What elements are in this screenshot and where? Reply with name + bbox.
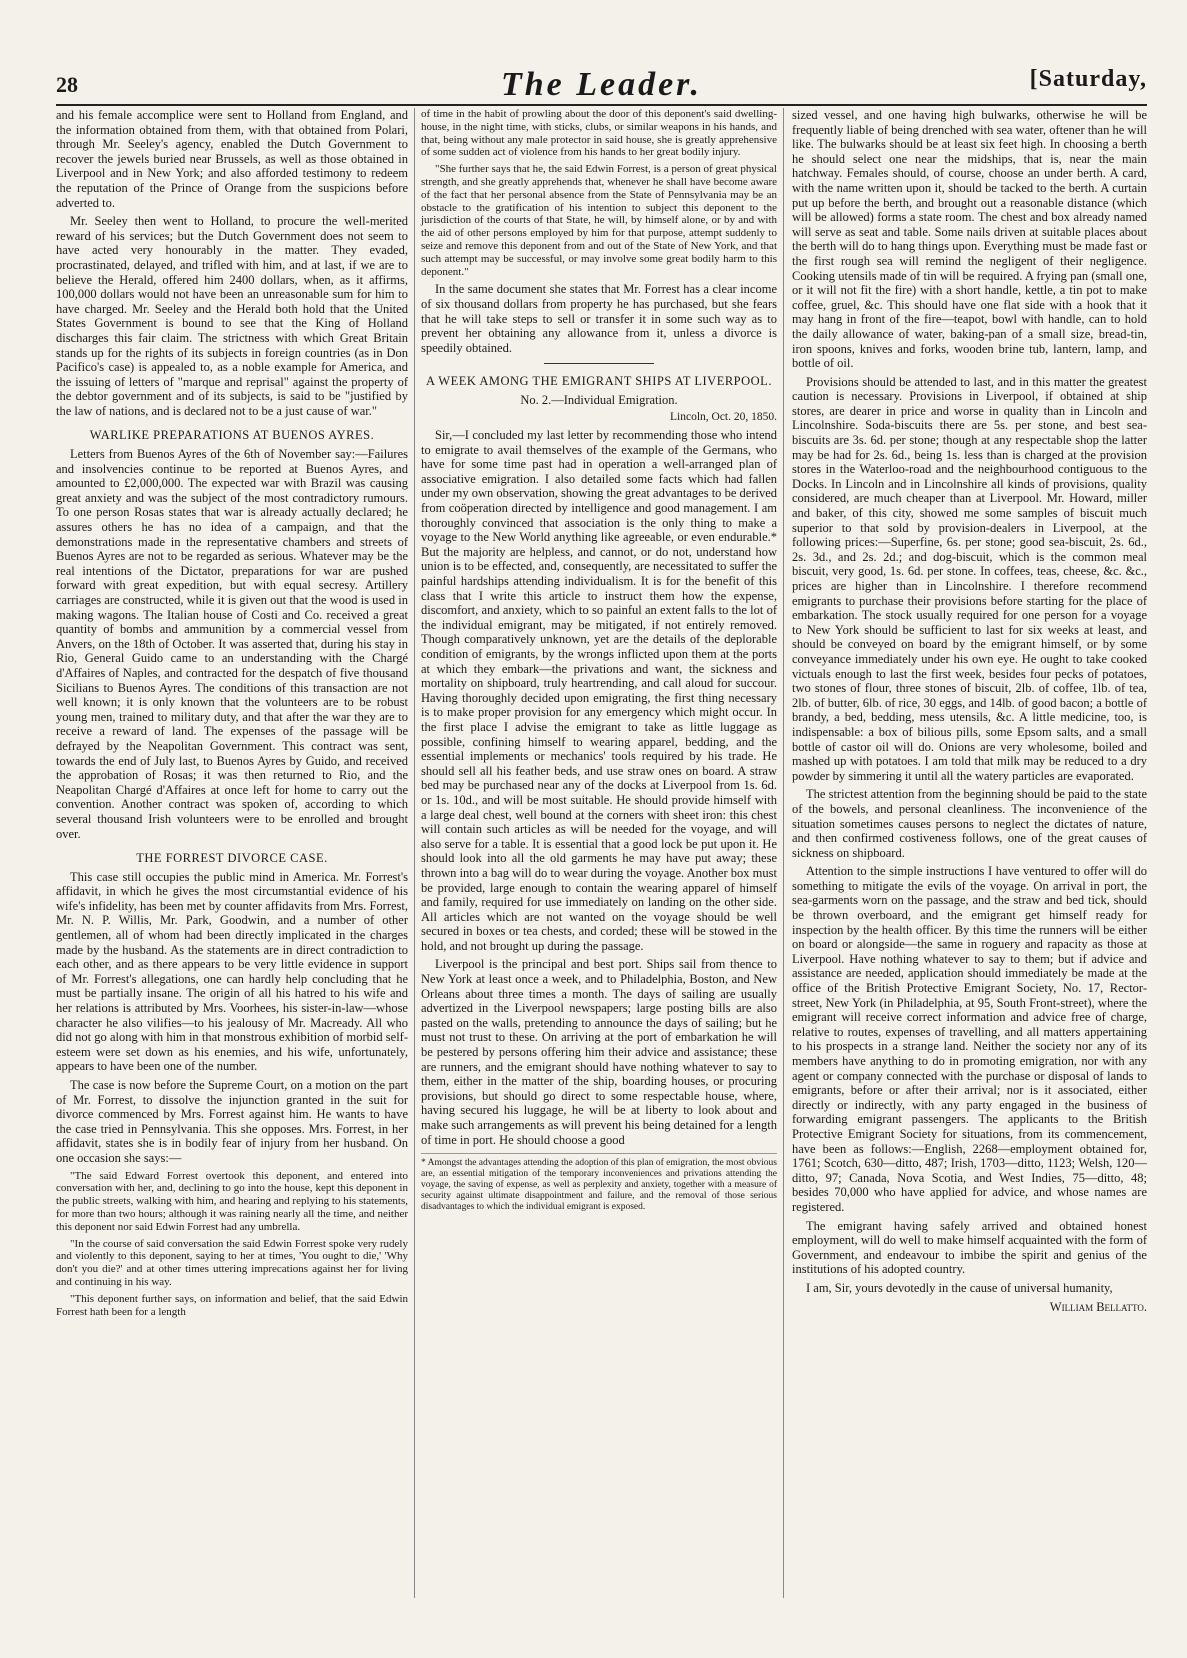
letter-signature: William Bellatto. [1049, 1299, 1147, 1314]
newspaper-title: The Leader. [500, 66, 703, 103]
page-number: 28 [56, 72, 78, 97]
quoted-affidavit: "She further says that he, the said Edwin Forrest, is a person of great physical strength, and she greatly apprehends that, whenever he shall have become aware of the fact that her personal absence from the State of Pennsylvania may be an obstacle to the gratification of his intention to subject this deponent to the jurisdiction of the courts of that State, he will, by himself alone, or by and with the aid of other persons employed by him for that purpose, attempt suddenly to seize and remove this deponent from and out of the State of New York, and that such attempt may be successful, or may involve some great bodily harm to this deponent." [421, 163, 777, 278]
quoted-affidavit: "This deponent further says, on information and belief, that the said Edwin Forrest hath been for a length [56, 1292, 408, 1318]
column-3 [792, 108, 1147, 1598]
article-paragraph: Mr. Seeley then went to Holland, to procure the well-merited reward of his services; but the Dutch Government does not seem to have acted very honourably in the matter. They evaded, procrastinated, delayed, and trifled with him, and at last, if we are to believe the Herald, offered him 2400 dollars, when, as it affirms, 100,000 dollars would not have been an unreasonable sum for him to have charged. Mr. Seeley and the Herald both hold that the United States Government is bound to see that the King of Holland discharges this fair claim. The strictness with which Great Britain stands up for the rights of its subjects in foreign countries (as in Don Pacifico's case) is appealed to, as a noble example for America, and the issuing of letters of "marque and reprisal" against the property of the debtor government and of its subjects, is said to be "justified by the law of nations, and is declared not to be a just cause of war." [56, 214, 408, 418]
column-2 [414, 108, 784, 1598]
article-heading-emigrant: A WEEK AMONG THE EMIGRANT SHIPS AT LIVERPOOL. [426, 374, 772, 389]
quoted-affidavit: "In the course of said conversation the said Edwin Forrest spoke very rudely and violently to this deponent, saying to her at times, 'You ought to die,' 'Why don't you die?' and at other times uttering imprecations against her for living and continuing in his way. [56, 1237, 408, 1288]
section-divider [544, 363, 654, 364]
article-paragraph: Attention to the simple instructions I have ventured to offer will do something to mitigate the evils of the voyage. On arrival in port, the sea-garments worn on the passage, and the straw and bed tick, should be thrown overboard, and the emigrant get himself ready for inspection by the health officer. By this time the runners will be either on board or alongside—the same in roguery and rapacity as those at Liverpool. Have nothing whatever to say to them; but if advice and assistance are needed, application should immediately be made at the office of the British Protective Emigrant Society, No. 17, Rector-street, New York (in Philadelphia, at 95, South Front-street), where the emigrant will receive correct information and advice free of charge, relative to routes, expenses of travelling, and all matters appertaining to his prospects in a strange land. Neither the society nor any of its members have anything to do in promoting emigration, nor with any agent or company connected with the purchase or disposal of lands to emigrants, before or after their arrival; nor is it associated, either directly or indirectly, with any party engaged in the business of forwarding emigrant passengers. The applicants to the British Protective Emigrant Society for situations, from its commencement, have been as follows:—English, 2268—employment obtained for, 1761; Scotch, 630—ditto, 487; Irish, 1703—ditto, 1123; Welsh, 120—ditto, 97; Canada, Nova Scotia, and West Indies, 75—ditto, 48; besides 70,000 who have applied for advice, and whose names are registered. [792, 864, 1147, 1214]
quoted-affidavit: "The said Edward Forrest overtook this deponent, and entered into conversation with her, and, declining to go into the house, kept this deponent in the public streets, walking with him, and hearing and replying to his statements, for more than two hours; although it was raining nearly all the time, and neither this deponent nor said Edwin Forrest had any umbrella. [56, 1169, 408, 1233]
article-paragraph: The case is now before the Supreme Court, on a motion on the part of Mr. Forrest, to dissolve the injunction granted in the suit for divorce commenced by Mrs. Forrest against him. He wants to have the case tried in Pennsylvania. This she opposes. Mrs. Forrest, in her affidavit, states she is in bodily fear of injury from her husband. On one occasion she says:— [56, 1078, 408, 1165]
article-paragraph: Liverpool is the principal and best port. Ships sail from thence to New York at least once a week, and to Philadelphia, Boston, and New Orleans about three times a month. The days of sailing are usually advertized in the Liverpool newspapers; large posting bills are also pasted on the walls, pretending to announce the days of sailing; but he must not trust to these. On arriving at the port of embarkation he will be pestered by persons offering him their advice and assistance; these are runners, and the emigrant should have nothing whatever to say to them, either in the matter of the ship, boarding houses, or procuring provisions, but should go direct to some respectable house, where, having secured his luggage, he will be at liberty to look about and make such arrangements as will prevent his being detained for a length of time in port. He should choose a good [421, 957, 777, 1147]
article-paragraph: This case still occupies the public mind in America. Mr. Forrest's affidavit, in which he gives the most circumstantial evidence of his wife's infidelity, has been met by counter affidavits from Mrs. Forrest, Mr. N. P. Willis, Mr. Park, Goodwin, and a number of other gentlemen, all of whom had been directly implicated in the charges made by the husband. As the statements are in direct contradiction to each other, and as there appears to be very little evidence in support of Mr. Forrest's allegations, one can hardly help concluding that he must be partially insane. The origin of all his hatred to his wife and her relations is attributed by Mrs. Voorhees, his sister-in-law—whose character he also vilifies—to his jealousy of Mr. Macready. All who did not go along with him in that monstrous exhibition of morbid self-esteem were set down as his enemies, and his wife, unfortunately, appears to have been one of the number. [56, 869, 408, 1074]
article-subheading: No. 2.—Individual Emigration. [520, 392, 678, 407]
article-paragraph: Sir,—I concluded my last letter by recommending those who intend to emigrate to avail themselves of the example of the Germans, who have for some time past had in operation a well-arranged plan of associative emigration. I also detailed some facts which had fallen under my own observation, showing the great advantages to be derived from coöperation directed by intelligence and good management. I am thoroughly convinced that association is the only thing to make a voyage to the New World anything like agreeable, or even endurable.* But the majority are helpless, and cannot, or do not, understand how union is to be effected, and, consequently, are necessitated to suffer the painful hardships attending individualism. It is for the benefit of this class that I write this article to instruct them how the expense, discomfort, and anxiety, which to so painful an extent falls to the lot of the individual emigrant, may be mitigated, if not entirely removed. Though comparatively unknown, yet are the details of the deplorable condition of emigrants, by the wrongs inflicted upon them at the ports at which they embark—the privations and want, the sickness and mortality on shipboard, truly heartrending, and call aloud for succour. Having thoroughly decided upon emigrating, the first thing necessary is to make proper provision for any emergency which might occur. In the first place I advise the emigrant to take as little luggage as possible, confining himself to wearing apparel, bedding, and the essential implements or mechanics' tools required by his trade. He should sell all his feather beds, and use straw ones on board. A straw bed may be purchased near any of the docks at Liverpool from 1s. 6d. or 1s. 10d., and will be most suitable. He should provide himself with a large deal chest, well bound at the corners with sheet iron: this chest will contain such articles as will be needed for the voyage, and will also serve for a table. It is essential that a good lock be put upon it. He should look into all the old garments he may have put away; these thrown into a bag will do to wear during the voyage. Another box must be provided, large enough to contain the wearing apparel of himself and family, required for use immediately on landing on the other side. All articles which are not wanted on the voyage should be well secured in boxes or tea chests, and corded; these will be stowed in the hold, and not brought up during the passage. [421, 428, 777, 953]
quoted-affidavit: of time in the habit of prowling about the door of this deponent's said dwelling-house, in the night time, with sticks, clubs, or similar weapons in his hands, and that, being without any male protector in said house, she is greatly apprehensive of some sudden act of violence from his hands to her great bodily injury. [421, 108, 777, 159]
article-heading-warlike: WARLIKE PREPARATIONS AT BUENOS AYRES. [89, 428, 375, 443]
article-heading-forrest: THE FORREST DIVORCE CASE. [136, 851, 328, 866]
masthead-rule [56, 104, 1147, 106]
dateline: Lincoln, Oct. 20, 1850. [670, 410, 777, 423]
article-paragraph: sized vessel, and one having high bulwarks, otherwise he will be frequently liable of being drenched with sea water, oftener than he will like. The bulwarks should be at least six feet high. In choosing a berth he should select one near the midships, that is, near the main hatchway. Females should, of course, choose an under berth. A card, with the name written upon it, should be tacked to the berth. A curtain put up before the berth, and brought out a reasonable distance (which will be allowed) forms a state room. The chest and box already named will serve as seat and table. Some nails driven at suitable places about the berth will do to hang things upon. Everything must be made fast or the first rough sea will remind the negligent of their negligence. Cooking utensils made of tin will be required. A frying pan (small one, or it will not fit the fire) with a short handle, kettle, a tin pot to make coffee, gruel, &c. This should have one flat side with a hook that it may hang in front of the fire—teapot, bowl with handle, can to hold the daily allowance of water, baking-pan of a small size, bread-tin, iron spoons, knives and forks, wooden brine tub, lantern, lamp, and bottle of oil. [792, 108, 1147, 371]
letter-signoff: I am, Sir, yours devotedly in the cause of universal humanity, [806, 1280, 1113, 1295]
article-paragraph: Letters from Buenos Ayres of the 6th of November say:—Failures and insolvencies continue to be reported at Buenos Ayres, and amounted to £2,000,000. The expected war with Brazil was causing great anxiety and was the subject of the most contradictory rumours. To one person Rosas states that war is already actually declared; he assures others he has no idea of a campaign, and that the demonstrations made in the representative chambers and streets of Buenos Ayres are not to be regarded as serious. Whatever may be the real intentions of the Dictator, preparations for war are pushed forward with great expedition, but with equal secresy. Artillery carriages are constructed, while it is given out that the wood is used in making wagons. The Italian house of Costi and Co. received a great quantity of bombs and ammunition by a commercial vessel from Anvers, on the 18th of October. It was asserted that, during his stay in Rio, General Guido came to an understanding with the Chargé d'Affaires of Naples, and contracted for the despatch of five thousand Sicilians to Buenos Ayres. The conditions of this transaction are not well known; it is only known that the volunteers are to be robust young men, trained to military duty, and that after the war they are to receive a reward of land. The expenses of the passage will be defrayed by the Neapolitan Government. This contract was sent, towards the end of July last, to Buenos Ayres by Guido, and received the approbation of Rosas; it was then returned to Rio, and the Neapolitan Chargé d'Affaires at once left for home to carry out the convention. Another contract was spoken of, according to which several thousand Irish volunteers were to be enrolled and brought over. [56, 447, 408, 841]
column-1 [56, 108, 408, 1598]
masthead-day: [Saturday, [1029, 66, 1147, 92]
masthead [56, 62, 1147, 102]
footnote: * Amongst the advantages attending the adoption of this plan of emigration, the most obvious are, an essential mitigation of the temporary inconveniences and privations attending the voyage, the saving of expense, as well as perplexity and anxiety, together with a measure of security against ultimate disappointment and failure, and the removal of those serious disadvantages to which the individual emigrant is exposed. [421, 1153, 777, 1213]
article-paragraph: In the same document she states that Mr. Forrest has a clear income of six thousand dollars from property he has purchased, but she fears that he will take steps to sell or transfer it in some such way as to prevent her obtaining any allowance from it, unless a divorce is speedily obtained. [421, 282, 777, 355]
article-paragraph: and his female accomplice were sent to Holland from England, and the information obtained from them, with that obtained from Polari, through Mr. Seeley's agency, enabled the Dutch Government to recover the jewels buried near Brussels, as well as those obtained in Liverpool and in New York; and also afforded testimony to redeem the reputation of the Prince of Orange from the suspicions before adverted to. [56, 108, 408, 210]
article-paragraph: Provisions should be attended to last, and in this matter the greatest caution is necessary. Provisions in Liverpool, if obtained at ship stores, are dearer in price and worse in quality than in Lincoln and Lincolnshire. Soda-biscuits there are 5s. per stone, and best sea-biscuits are 3s. 6d. per stone; though at any respectable shop the latter may be had for 2s. 6d., being 1s. less than is charged at the provision stores in the Waterloo-road and the neighbourhood contiguous to the Docks. In Lincoln and in Lincolnshire all kinds of provisions, quality considered, are much cheaper than at Liverpool. Mr. Howard, miller and baker, of this city, showed me some samples of biscuit much superior to that sold by provision-dealers in Liverpool, at the following prices:—Superfine, 6s. per stone; good sea-biscuit, 2s. 6d., 2s. 3d., and 2s. 2d.; and dog-biscuit, which is the common meal biscuit, very good, 1s. 6d. per stone. In coffees, teas, cheese, &c. &c., prices are higher than in Lincolnshire. I therefore recommend emigrants to purchase their provisions before starting for the place of embarkation. The stock usually required for one person for a voyage to New York should be sufficient to last for six weeks at least, and should be conveyed on board by the emigrant himself, or by some conveyance immediately under his own eye. He ought to take cooked victuals enough to last the first week, besides four pecks of potatoes, two stones of flour, three stones of biscuit, 2lb. of coffee, 1lb. of tea, 2lb. of butter, 6lb. of rice, 30 eggs, and 14lb. of good bacon; a bottle of brandy, a bed, bedding, mess utensils, &c. A little medicine, too, is indispensable: a box of bilious pills, some Epsom salts, and a small bottle of castor oil will do. Onions are very wholesome, boiled and mashed up with potatoes. I am told that milk may be reduced to a dry powder by simmering it until all the watery particles are evaporated. [792, 374, 1147, 783]
article-paragraph: The strictest attention from the beginning should be paid to the state of the bowels, and personal cleanliness. The inconvenience of the situation sometimes causes persons to neglect the dictates of nature, and then confirmed costiveness follows, one of the great causes of sickness on shipboard. [792, 787, 1147, 860]
article-paragraph: The emigrant having safely arrived and obtained honest employment, will do well to make himself acquainted with the form of Government, and endeavour to imbibe the spirit and genius of the institutions of his adopted country. [792, 1218, 1147, 1277]
